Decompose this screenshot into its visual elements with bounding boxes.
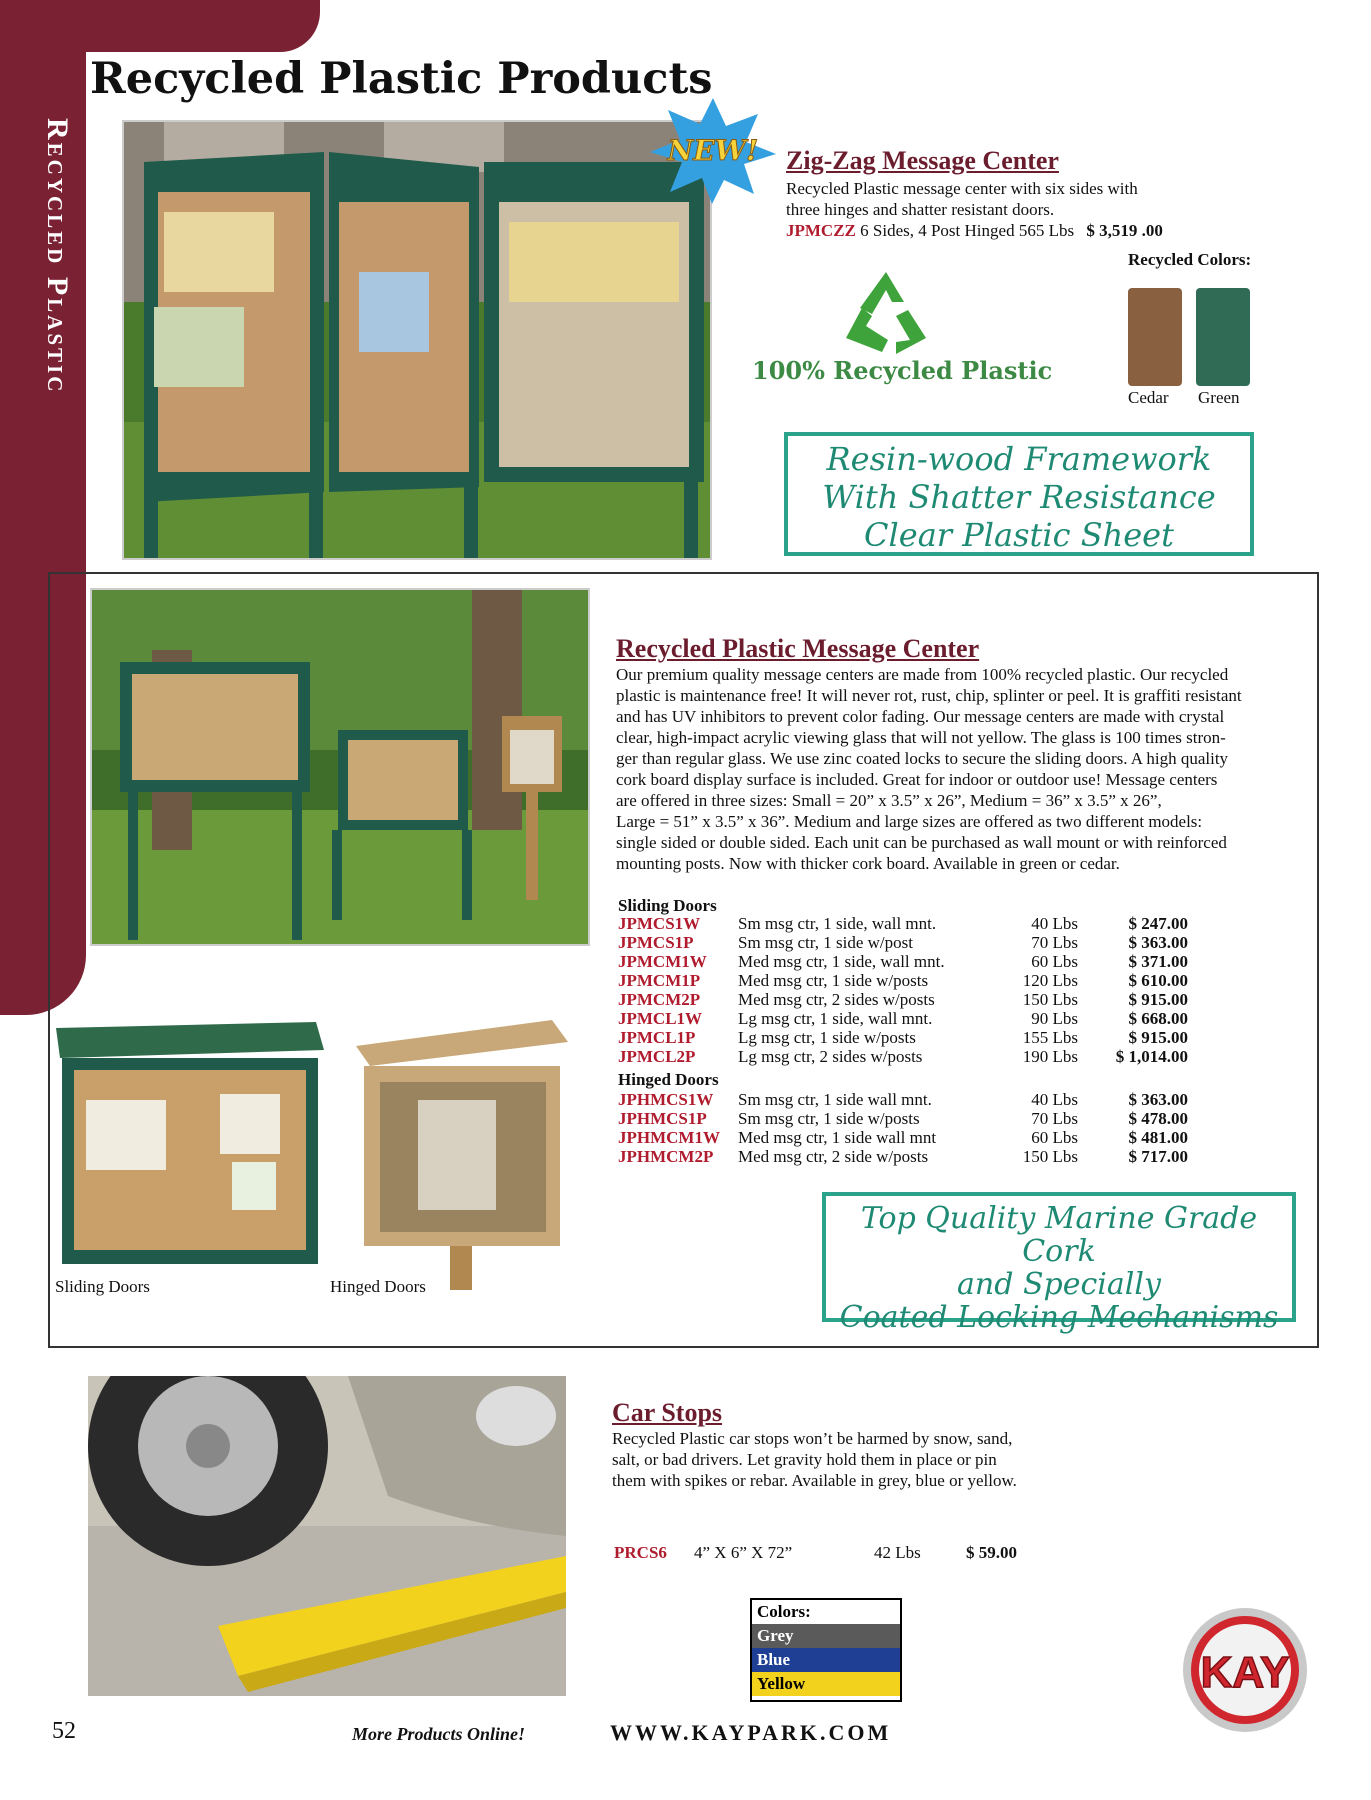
- cell-weight: 40 Lbs: [1031, 1090, 1078, 1109]
- hinged-doors-photo: [356, 1020, 568, 1290]
- promo-box-framework: [784, 432, 1254, 556]
- swatch-cedar: [1128, 288, 1182, 386]
- mc-desc-line: Large = 51” x 3.5” x 36”. Medium and large sizes are offered as two different models:: [616, 812, 1203, 831]
- table-row: [618, 933, 1198, 952]
- promo2-line3: Coated Locking Mechanisms: [839, 1300, 1279, 1335]
- table-row: [618, 990, 1198, 1009]
- cell-desc: Lg msg ctr, 1 side w/posts: [738, 1028, 916, 1047]
- car-stop-colors-box: [750, 1598, 902, 1702]
- cell-desc: Lg msg ctr, 2 sides w/posts: [738, 1047, 923, 1066]
- cell-desc: Med msg ctr, 2 side w/posts: [738, 1147, 929, 1166]
- cell-weight: 60 Lbs: [1031, 952, 1078, 971]
- cell-weight: 150 Lbs: [1022, 990, 1078, 1009]
- cell-price: $ 363.00: [1128, 933, 1188, 952]
- table-row: [618, 1090, 1198, 1109]
- side-tab-label: [38, 118, 78, 498]
- mc-desc-line: single sided or double sided. Each unit can be purchased as wall mount or with reinforced: [616, 833, 1227, 852]
- car-stops-desc-1: Recycled Plastic car stops won’t be harmed by snow, sand,: [612, 1429, 1013, 1448]
- park-photo: [90, 588, 590, 946]
- sliding-doors-photo: [56, 1022, 324, 1270]
- cell-weight: 120 Lbs: [1022, 971, 1078, 990]
- cell-desc: Med msg ctr, 1 side w/posts: [738, 971, 929, 990]
- swatch-cedar-label: Cedar: [1128, 388, 1169, 407]
- cell-code: JPMCL1W: [618, 1009, 703, 1028]
- car-stops-heading: Car Stops: [612, 1398, 723, 1427]
- car-stops-price: $ 59.00: [966, 1543, 1017, 1562]
- price-table: [618, 896, 1198, 1176]
- cell-code: JPHMCS1W: [618, 1090, 714, 1109]
- new-badge-text: NEW!: [667, 134, 759, 167]
- table-row: [618, 1009, 1198, 1028]
- cell-code: JPHMCM1W: [618, 1128, 720, 1147]
- sliding-doors-title: Sliding Doors: [618, 896, 717, 915]
- table-row: [618, 1109, 1198, 1128]
- cell-desc: Sm msg ctr, 1 side wall mnt.: [738, 1090, 932, 1109]
- cell-code: JPMCS1P: [618, 933, 694, 952]
- mc-desc-line: and has UV inhibitors to prevent color fading. Our message centers are made with crystal: [616, 707, 1225, 726]
- mc-desc-line: plastic is maintenance free! It will never rot, rust, chip, splinter or peel. It is graffiti resistant: [616, 686, 1242, 705]
- cell-weight: 90 Lbs: [1031, 1009, 1078, 1028]
- cell-weight: 70 Lbs: [1031, 933, 1078, 952]
- cell-code: JPMCS1W: [618, 914, 701, 933]
- color-yellow: Yellow: [752, 1672, 900, 1696]
- page-title: Recycled Plastic Products: [90, 54, 713, 104]
- table-row: [618, 914, 1198, 933]
- cell-desc: Sm msg ctr, 1 side w/posts: [738, 1109, 920, 1128]
- caption-hinged-doors: Hinged Doors: [330, 1277, 426, 1296]
- car-stops-weight: 42 Lbs: [874, 1543, 921, 1562]
- color-grey: Grey: [752, 1624, 900, 1648]
- swatch-green-label: Green: [1198, 388, 1240, 407]
- table-row: [618, 1147, 1198, 1166]
- website-link[interactable]: WWW.KAYPARK.COM: [610, 1720, 892, 1745]
- cell-price: $ 1,014.00: [1115, 1047, 1188, 1066]
- zigzag-code: JPMCZZ: [786, 221, 856, 240]
- cell-code: JPMCL2P: [618, 1047, 696, 1066]
- cell-code: JPMCM1W: [618, 952, 707, 971]
- table-row: [618, 1028, 1198, 1047]
- table-row: [618, 952, 1198, 971]
- cell-code: JPHMCS1P: [618, 1109, 707, 1128]
- zigzag-photo: [122, 120, 712, 560]
- swatch-green: [1196, 288, 1250, 386]
- cell-price: $ 247.00: [1128, 914, 1188, 933]
- mc-desc-line: are offered in three sizes: Small = 20” x 3.5” x 26”, Medium = 36” x 3.5” x 26”,: [616, 791, 1162, 810]
- cell-price: $ 481.00: [1128, 1128, 1188, 1147]
- kay-logo-text: KAY: [1200, 1648, 1290, 1697]
- cell-weight: 70 Lbs: [1031, 1109, 1078, 1128]
- mc-desc-line: cork board display surface is included. Great for indoor or outdoor use! Message centers: [616, 770, 1218, 789]
- promo1-line3: Clear Plastic Sheet: [864, 516, 1174, 554]
- zigzag-desc-1: Recycled Plastic message center with six sides with: [786, 179, 1138, 198]
- cell-weight: 155 Lbs: [1022, 1028, 1078, 1047]
- zigzag-spec-line: [786, 220, 1163, 241]
- car-stops-desc-3: them with spikes or rebar. Available in grey, blue or yellow.: [612, 1471, 1017, 1490]
- page-number: 52: [52, 1718, 76, 1744]
- cell-price: $ 371.00: [1128, 952, 1188, 971]
- cell-price: $ 717.00: [1128, 1147, 1188, 1166]
- recycled-colors-title: Recycled Colors:: [1128, 250, 1252, 269]
- more-products-online: More Products Online!: [352, 1724, 526, 1744]
- cell-price: $ 610.00: [1128, 971, 1188, 990]
- color-blue: Blue: [752, 1648, 900, 1672]
- cell-price: $ 363.00: [1128, 1090, 1188, 1109]
- caption-sliding-doors: Sliding Doors: [55, 1277, 150, 1296]
- cell-weight: 60 Lbs: [1031, 1128, 1078, 1147]
- cell-price: $ 915.00: [1128, 990, 1188, 1009]
- cell-code: JPMCM2P: [618, 990, 701, 1009]
- zigzag-desc-2: three hinges and shatter resistant doors.: [786, 200, 1055, 219]
- car-stops-size: 4” X 6” X 72”: [694, 1543, 793, 1562]
- cell-price: $ 478.00: [1128, 1109, 1188, 1128]
- cell-code: JPMCM1P: [618, 971, 701, 990]
- cell-code: JPMCL1P: [618, 1028, 696, 1047]
- table-row: [618, 971, 1198, 990]
- side-tab-text: Recycled Plastic: [41, 118, 74, 395]
- hinged-doors-title: Hinged Doors: [618, 1070, 719, 1089]
- cell-weight: 40 Lbs: [1031, 914, 1078, 933]
- new-badge: [648, 96, 778, 206]
- cell-desc: Sm msg ctr, 1 side, wall mnt.: [738, 914, 937, 933]
- message-center-heading: Recycled Plastic Message Center: [616, 634, 980, 663]
- cell-desc: Med msg ctr, 1 side, wall mnt.: [738, 952, 945, 971]
- zigzag-heading: Zig-Zag Message Center: [786, 146, 1059, 175]
- cell-desc: Med msg ctr, 2 sides w/posts: [738, 990, 935, 1009]
- car-stops-desc-2: salt, or bad drivers. Let gravity hold them in place or pin: [612, 1450, 997, 1469]
- mc-desc-line: clear, high-impact acrylic viewing glass that will not yellow. The glass is 100 times stron-: [616, 728, 1226, 747]
- promo2-line1: Top Quality Marine Grade Cork: [860, 1201, 1258, 1269]
- mc-desc-line: Our premium quality message centers are made from 100% recycled plastic. Our recycled: [616, 665, 1229, 684]
- car-stop-photo: [88, 1376, 566, 1696]
- promo1-line2: With Shatter Resistance: [822, 478, 1216, 516]
- promo-box-cork: [822, 1192, 1296, 1335]
- colors-title: Colors:: [752, 1600, 900, 1624]
- cell-price: $ 668.00: [1128, 1009, 1188, 1028]
- cell-desc: Sm msg ctr, 1 side w/post: [738, 933, 913, 952]
- table-row: [618, 1047, 1198, 1066]
- mc-desc-line: mounting posts. Now with thicker cork board. Available in green or cedar.: [616, 854, 1120, 873]
- mc-desc-line: ger than regular glass. We use zinc coated locks to secure the sliding doors. A high quality: [616, 749, 1229, 768]
- recycle-icon: [838, 268, 934, 358]
- table-row: [618, 1128, 1198, 1147]
- cell-desc: Med msg ctr, 1 side wall mnt: [738, 1128, 937, 1147]
- zigzag-spec: 6 Sides, 4 Post Hinged 565 Lbs: [860, 221, 1075, 240]
- cell-price: $ 915.00: [1128, 1028, 1188, 1047]
- cell-desc: Lg msg ctr, 1 side, wall mnt.: [738, 1009, 933, 1028]
- promo1-line1: Resin-wood Framework: [826, 440, 1212, 478]
- cell-weight: 190 Lbs: [1022, 1047, 1078, 1066]
- zigzag-price: $ 3,519 .00: [1086, 221, 1163, 240]
- cell-weight: 150 Lbs: [1022, 1147, 1078, 1166]
- promo2-line2: and Specially: [957, 1267, 1161, 1302]
- kay-logo: [1180, 1605, 1310, 1735]
- message-center-description: [616, 664, 1316, 874]
- car-stops-code: PRCS6: [614, 1543, 667, 1562]
- cell-code: JPHMCM2P: [618, 1147, 714, 1166]
- recycled-plastic-label: 100% Recycled Plastic: [752, 356, 1053, 385]
